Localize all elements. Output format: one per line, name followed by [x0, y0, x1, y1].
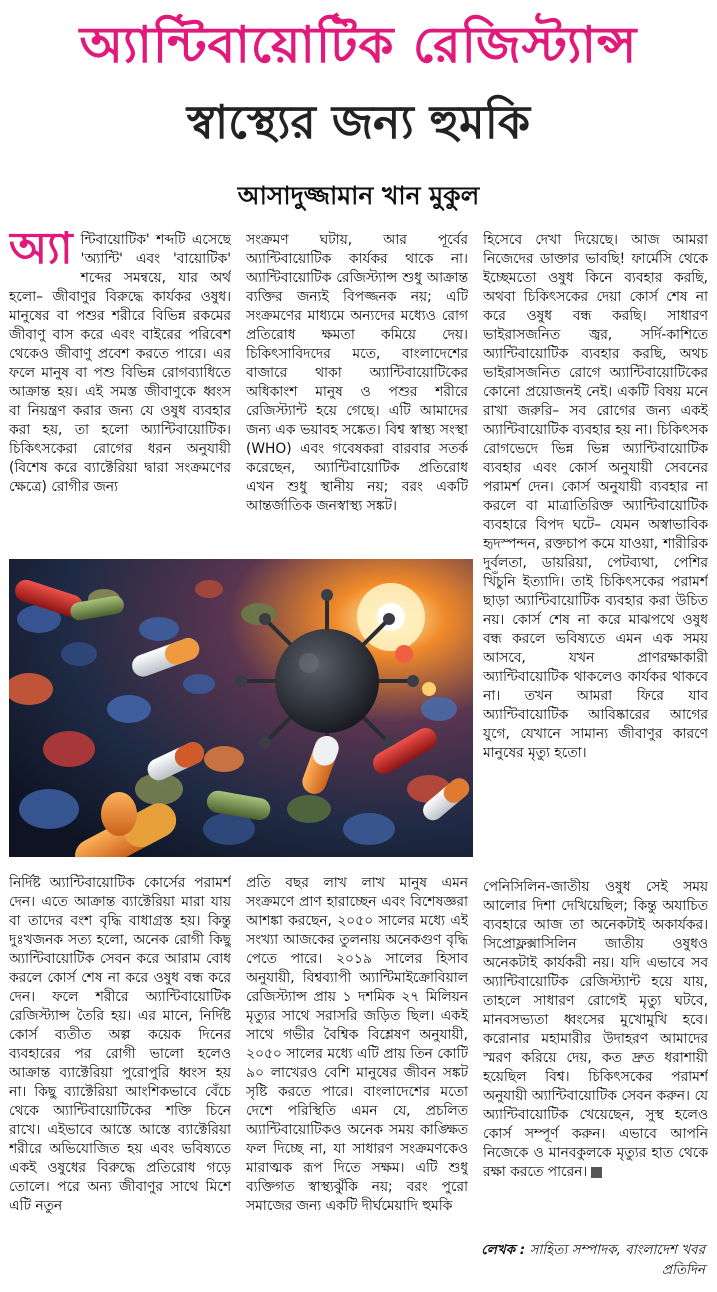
- column-1-text: ন্টিবায়োটিক' শব্দটি এসেছে 'অ্যান্টি' এবং 'বায়োটিক' শব্দের সমন্বয়ে, যার অর্থ হলো– জীবাণুর বিরুদ্ধে কার্যকর ওষুধ। মানুষের বা পশুর শরীরে বিভিন্ন রকমের জীবাণু বাস করে এবং বাইরের পরিবেশ থেকেও জীবাণু প্রবেশ করতে পারে। এর ফলে মানুষ বা পশু বিভিন্ন রোগব্যাধিতে আক্রান্ত হয়। এই সমস্ত জীবাণুকে ধ্বংস বা নিয়ন্ত্রণ করার জন্য যে ওষুধ ব্যবহার করা হয়, তা হলো অ্যান্টিবায়োটিক। চিকিৎসকেরা রোগের ধরন অনুযায়ী (বিশেষ করে ব্যাক্টেরিয়া দ্বারা সংক্রমণের ক্ষেত্রে) রোগীর জন্য: [9, 232, 231, 495]
- byline-label: লেখক :: [481, 1242, 526, 1258]
- article-column-3: [483, 231, 708, 878]
- headline: অ্যান্টিবায়োটিক রেজিস্ট্যান্স: [79, 15, 638, 74]
- drop-cap: অ্যা: [9, 231, 73, 274]
- column-3-text: হিসেবে দেখা দিয়েছে। আজ আমরা নিজেদের ডাক্তার ভাবছি! ফার্মেসি থেকে ইচ্ছেমতো ওষুধ কিনে ব্যবহার করছি, অথবা চিকিৎসকের দেয়া কোর্স শেষ না করে ওষুধ বন্ধ করছি। সাধারণ ভাইরাসজনিত জ্বর, সর্দি-কাশিতে অ্যান্টিবায়োটিক ব্যবহার করছি, অথচ ভাইরাসজনিত রোগে অ্যান্টিবায়োটিকের কোনো প্রয়োজনই নেই। একটি বিষয় মনে রাখা জরুরি– সব রোগের জন্য একই অ্যান্টিবায়োটিক ব্যবহার হয় না। চিকিৎসক রোগভেদে ভিন্ন ভিন্ন অ্যান্টিবায়োটিক ব্যবহার এবং কোর্স অনুযায়ী সেবনের পরামর্শ দেন। কোর্স অনুযায়ী ব্যবহার না করলে বা মাত্রাতিরিক্ত অ্যান্টিবায়োটিক ব্যবহারে বিপদ ঘটে– যেমন অস্বাভাবিক হৃদস্পন্দন, রক্তচাপ কমে যাওয়া, শারীরিক দুর্বলতা, ডায়রিয়া, পেটব্যথা, পেশির খিঁচুনি ইত্যাদি। তাই চিকিৎসকের পরামর্শ ছাড়া অ্যান্টিবায়োটিক ব্যবহার করা উচিত নয়। কোর্স শেষ না করে মাঝপথে ওষুধ বন্ধ করলে ভবিষ্যতে এমন এক সময় আসবে, যখন প্রাণরক্ষাকারী অ্যান্টিবায়োটিক থাকলেও কার্যকর থাকবে না। তখন আমরা ফিরে যাব অ্যান্টিবায়োটিক আবিষ্কারের আগের যুগে, যেখানে সামান্য জীবাণুর কারণে মানুষের মৃত্যু হতো।: [483, 232, 708, 761]
- article-column-2: [246, 231, 468, 557]
- article-column-5: [246, 874, 468, 1284]
- article-column-4: [9, 874, 231, 1284]
- end-mark-icon: [591, 1167, 602, 1178]
- subheadline: স্বাস্থ্যের জন্য হুমকি: [186, 95, 531, 149]
- article-column-6: [483, 878, 708, 1238]
- author-name: আসাদুজ্জামান খান মুকুল: [237, 181, 480, 210]
- byline-text: সাহিত্য সম্পাদক, বাংলাদেশ খবর প্রতিদিন: [529, 1242, 705, 1278]
- column-6-text: পেনিসিলিন-জাতীয় ওষুধ সেই সময় আলোর দিশা দেখিয়েছিল; কিন্তু অযাচিত ব্যবহারে আজ তা অনেকটাই অকার্যকর। সিপ্রোফ্লক্সাসিলিন জাতীয় ওষুধও অনেকটাই কার্যকরী নয়। যদি এভাবে সব অ্যান্টিবায়োটিক রেজিস্ট্যান্ট হয়ে যায়, তাহলে সাধারণ রোগেই মৃত্যু ঘটবে, মানবসভ্যতা ধ্বংসের মুখোমুখি হবে। করোনার মহামারীর উদাহরণ আমাদের স্মরণ করিয়ে দেয়, কত দ্রুত ধরাশায়ী হয়েছিল বিশ্ব। চিকিৎসকের পরামর্শ অনুযায়ী অ্যান্টিবায়োটিক সেবন করুন। যে অ্যান্টিবায়োটিক খেয়েছেন, সুস্থ হলেও কোর্স সম্পূর্ণ করুন। এভাবে আপনি নিজেকে ও মানবকুলকে মৃত্যুর হাত থেকে রক্ষা করতে পারেন।: [483, 879, 708, 1180]
- virus-and-pills-illustration: [9, 559, 473, 857]
- column-5-text: প্রতি বছর লাখ লাখ মানুষ এমন সংক্রমণে প্রাণ হারাচ্ছেন এবং বিশেষজ্ঞরা আশঙ্কা করছেন, ২০৫০ সালের মধ্যে এই সংখ্যা আজকের তুলনায় অনেকগুণ বৃদ্ধি পেতে পারে। ২০১৯ সালের হিসাব অনুযায়ী, বিশ্বব্যাপী অ্যান্টিমাইক্রোবিয়াল রেজিস্ট্যান্স প্রায় ১ দশমিক ২৭ মিলিয়ন মৃত্যুর সাথে সরাসরি জড়িত ছিল। একই সাথে গভীর বৈশ্বিক বিশ্লেষণ অনুযায়ী, ২০৫০ সালের মধ্যে এটি প্রায় তিন কোটি ৯০ লাখেরও বেশি মানুষের জীবন সঙ্কট সৃষ্টি করতে পারে। বাংলাদেশের মতো দেশে পরিস্থিতি এমন যে, প্রচলিত অ্যান্টিবায়োটিকও অনেক সময় কাঙ্ক্ষিত ফল দিচ্ছে না, যা সাধারণ সংক্রমণকেও মারাত্মক রূপ দিতে সক্ষম। এটি শুধু ব্যক্তিগত স্বাস্থ্যঝুঁকি নয়; বরং পুরো সমাজের জন্য একটি দীর্ঘমেয়াদি হুমকি: [246, 875, 468, 1214]
- byline: [445, 1240, 705, 1280]
- column-2-text: সংক্রমণ ঘটায়, আর পূর্বের অ্যান্টিবায়োটিক কার্যকর থাকে না। অ্যান্টিবায়োটিক রেজিস্ট্যান্স শুধু আক্রান্ত ব্যক্তির জন্যই বিপজ্জনক নয়; এটি সংক্রমণের মাধ্যমে অন্যদের মধ্যেও রোগ প্রতিরোধ ক্ষমতা কমিয়ে দেয়। চিকিৎসাবিদদের মতে, বাংলাদেশের বাজারে থাকা অ্যান্টিবায়োটিকের অধিকাংশ মানুষ ও পশুর শরীরে রেজিস্ট্যান্ট হয়ে গেছে। এটি আমাদের জন্য এক ভয়াবহ সঙ্কেত। বিশ্ব স্বাস্থ্য সংস্থা (WHO) এবং গবেষকরা বারবার সতর্ক করেছেন, অ্যান্টিবায়োটিক প্রতিরোধ এখন শুধু স্থানীয় নয়; বরং একটি আন্তর্জাতিক জনস্বাস্থ্য সঙ্কট।: [246, 232, 468, 514]
- column-4-text: নির্দিষ্ট অ্যান্টিবায়োটিক কোর্সের পরামর্শ দেন। এতে আক্রান্ত ব্যাক্টেরিয়া মারা যায় বা তাদের বংশ বৃদ্ধি বাধাগ্রস্ত হয়। কিন্তু দুঃখজনক সত্য হলো, অনেক রোগী কিছু অ্যান্টিবায়োটিক সেবন করে আরাম বোধ করলে কোর্স শেষ না করে ওষুধ বন্ধ করে দেন। ফলে শরীরে অ্যান্টিবায়োটিক রেজিস্ট্যান্স তৈরি হয়। এর মানে, নির্দিষ্ট কোর্স ব্যতীত অল্প কয়েক দিনের ব্যবহারের পর রোগী ভালো হলেও আক্রান্ত ব্যাক্টেরিয়া পুরোপুরি ধ্বংস হয় না। কিছু ব্যাক্টেরিয়া আংশিকভাবে বেঁচে থেকে অ্যান্টিবায়োটিকের শক্তি চিনে রাখে। এইভাবে আস্তে আস্তে ব্যাক্টেরিয়া শরীরে অভিযোজিত হয় এবং ভবিষ্যতে একই ওষুধের বিরুদ্ধে প্রতিরোধ গড়ে তোলে। পরে অন্য জীবাণুর সাথে মিশে এটি নতুন: [9, 875, 231, 1214]
- article-column-1: [9, 231, 231, 557]
